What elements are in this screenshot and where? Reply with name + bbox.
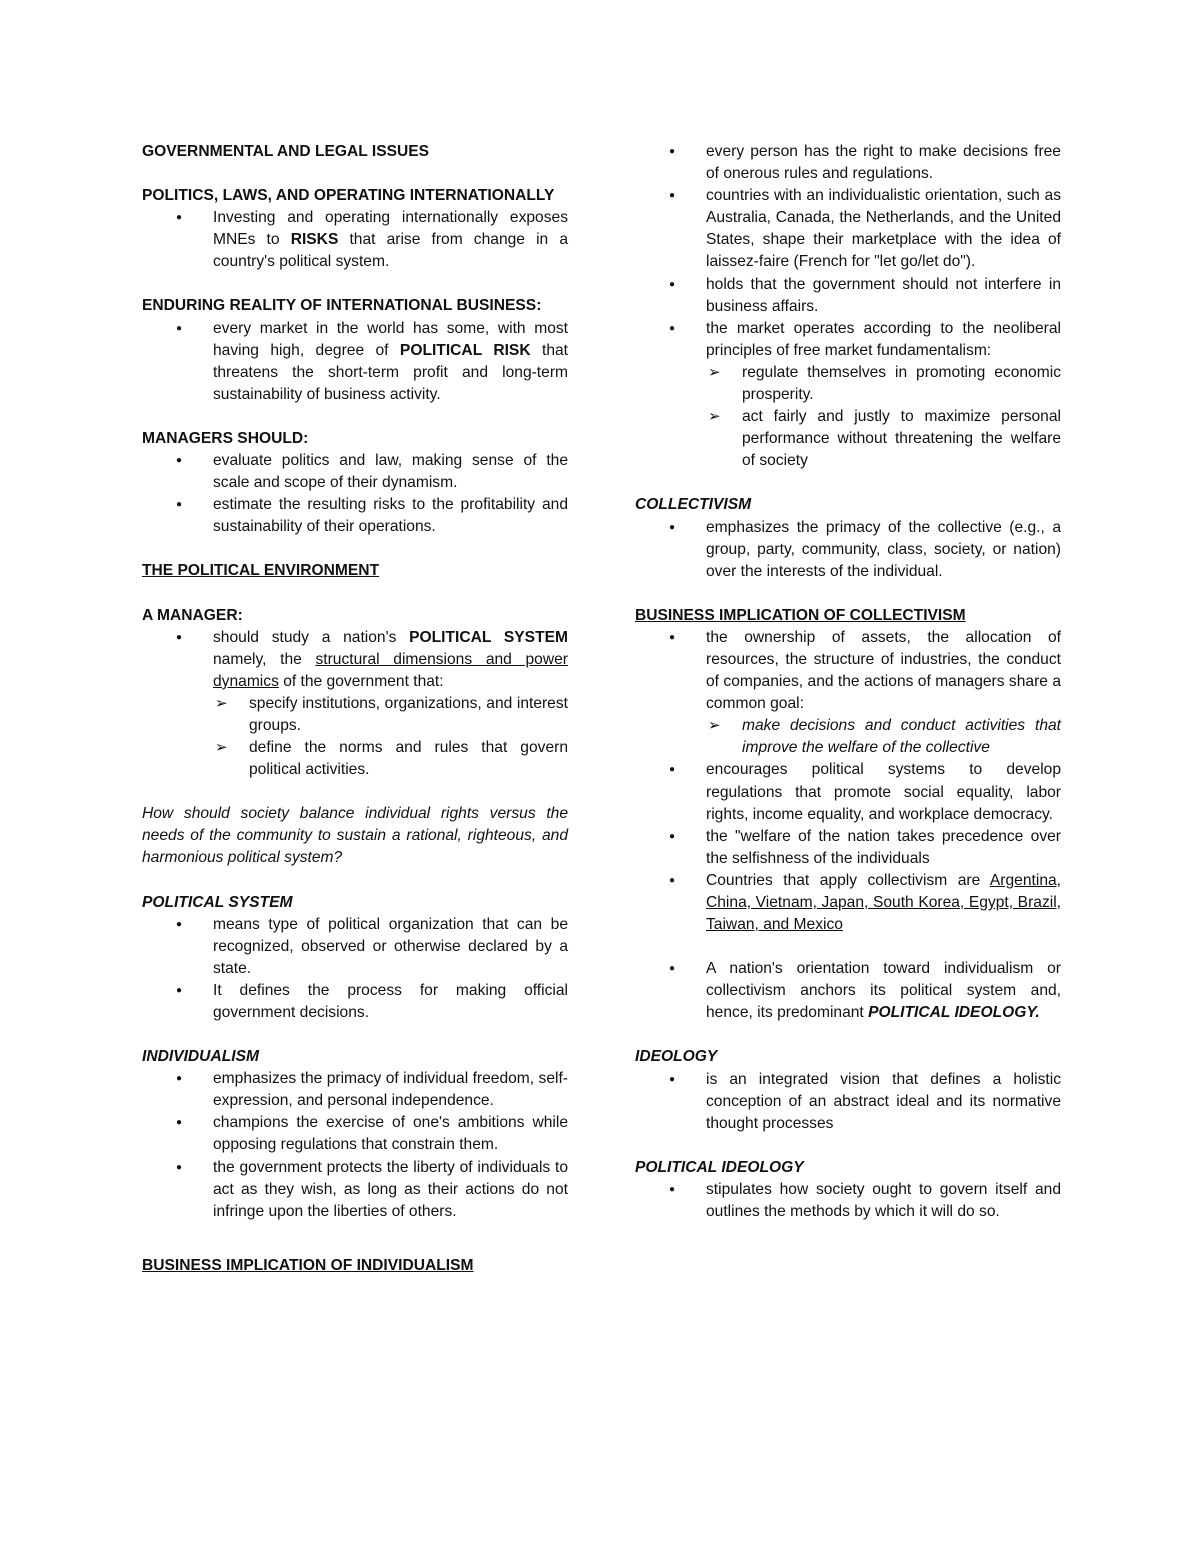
list-item: ● stipulates how society ought to govern itself and outlines the methods by which it will do so. <box>706 1179 1061 1223</box>
list-item: ➢ define the norms and rules that govern political activities. <box>249 737 568 781</box>
business-implication-collectivism-heading: BUSINESS IMPLICATION OF COLLECTIVISM <box>635 606 966 624</box>
list-item: ● the government protects the liberty of individuals to act as they wish, as long as their actions do not infringe upon the liberties of others. <box>213 1157 568 1223</box>
left-column <box>142 141 568 1277</box>
political-system-list <box>142 914 568 1024</box>
orientation-list <box>635 958 1061 1024</box>
political-system-heading: POLITICAL SYSTEM <box>142 893 293 911</box>
political-ideology-list <box>635 1179 1061 1223</box>
list-item: ● every person has the right to make decisions free of onerous rules and regulations. <box>706 141 1061 185</box>
business-collectivism-list <box>635 627 1061 936</box>
question-text: How should society balance individual rights versus the needs of the community to sustain a rational, righteous, and harmonious political system? <box>142 805 568 867</box>
list-item: ● the ownership of assets, the allocation of resources, the structure of industries, the conduct of companies, and the actions of managers share a common goal: ➢ make decisions and conduct activities that improve the welfare of the collective <box>706 627 1061 760</box>
list-item: ● encourages political systems to develop regulations that promote social equality, labor rights, income equality, and workplace democracy. <box>706 759 1061 825</box>
political-ideology-heading: POLITICAL IDEOLOGY <box>635 1158 804 1176</box>
list-item: ● holds that the government should not interfere in business affairs. <box>706 274 1061 318</box>
individualism-list <box>142 1068 568 1223</box>
list-item: ➢ make decisions and conduct activities that improve the welfare of the collective <box>742 715 1061 759</box>
list-item: ➢ act fairly and justly to maximize personal performance without threatening the welfare of society <box>742 406 1061 472</box>
enduring-heading: ENDURING REALITY OF INTERNATIONAL BUSINESS: <box>142 297 542 315</box>
collectivism-list <box>635 517 1061 583</box>
right-column <box>635 141 1061 1223</box>
managers-list <box>142 450 568 538</box>
political-environment-heading: THE POLITICAL ENVIRONMENT <box>142 562 380 580</box>
list-item: ● the "welfare of the nation takes precedence over the selfishness of the individuals <box>706 826 1061 870</box>
politics-heading: POLITICS, LAWS, AND OPERATING INTERNATIONALLY <box>142 187 555 205</box>
list-item: ● emphasizes the primacy of the collective (e.g., a group, party, community, class, society, or nation) over the interests of the individual. <box>706 517 1061 583</box>
list-item: ● evaluate politics and law, making sense of the scale and scope of their dynamism. <box>213 450 568 494</box>
list-item: ➢ regulate themselves in promoting economic prosperity. <box>742 362 1061 406</box>
list-item: ● countries with an individualistic orientation, such as Australia, Canada, the Netherlands, and the United States, shape their marketplace with the idea of laissez-faire (French for "let go/let do"). <box>706 185 1061 273</box>
list-item: ● estimate the resulting risks to the profitability and sustainability of their operations. <box>213 494 568 538</box>
managers-heading: MANAGERS SHOULD: <box>142 429 309 447</box>
list-item: ● every market in the world has some, with most having high, degree of POLITICAL RISK that threatens the short-term profit and long-term sustainability of business activity. <box>213 318 568 406</box>
list-item: ● should study a nation's POLITICAL SYSTEM namely, the structural dimensions and power dynamics of the government that: ➢ specify institutions, organizations, and interest groups. ➢ define the norms and rules that govern political activities. <box>213 627 568 782</box>
list-item: ● emphasizes the primacy of individual freedom, self-expression, and personal independence. <box>213 1068 568 1112</box>
individualism-heading: INDIVIDUALISM <box>142 1048 259 1066</box>
list-item: ● Countries that apply collectivism are Argentina, China, Vietnam, Japan, South Korea, Egypt, Brazil, Taiwan, and Mexico <box>706 870 1061 936</box>
list-item: ● means type of political organization that can be recognized, observed or otherwise declared by a state. <box>213 914 568 980</box>
list-item: ● champions the exercise of one's ambitions while opposing regulations that constrain them. <box>213 1112 568 1156</box>
list-item: ● is an integrated vision that defines a holistic conception of an abstract ideal and its normative thought processes <box>706 1069 1061 1135</box>
list-item: ● A nation's orientation toward individualism or collectivism anchors its political system and, hence, its predominant POLITICAL IDEOLOGY. <box>706 958 1061 1024</box>
business-implication-individualism-heading: BUSINESS IMPLICATION OF INDIVIDUALISM <box>142 1256 474 1274</box>
collective-sublist <box>706 715 1061 759</box>
document-title: GOVERNMENTAL AND LEGAL ISSUES <box>142 143 430 160</box>
list-item: ● the market operates according to the neoliberal principles of free market fundamentalism: ➢ regulate themselves in promoting economic prosperity. ➢ act fairly and justly to maximize personal performance without threatening the welfare of society <box>706 318 1061 473</box>
ideology-heading: IDEOLOGY <box>635 1048 718 1066</box>
list-item: ● It defines the process for making official government decisions. <box>213 980 568 1024</box>
list-item: ➢ specify institutions, organizations, and interest groups. <box>249 693 568 737</box>
manager-sublist <box>213 693 568 781</box>
individualism-continued-list <box>635 141 1061 472</box>
manager-list <box>142 627 568 782</box>
market-sublist <box>706 362 1061 472</box>
list-item: ● Investing and operating internationally exposes MNEs to RISKS that arise from change in a country's political system. <box>213 207 568 273</box>
politics-list <box>142 207 568 273</box>
ideology-list <box>635 1069 1061 1135</box>
a-manager-heading: A MANAGER: <box>142 606 243 624</box>
collectivism-heading: COLLECTIVISM <box>635 496 752 514</box>
enduring-list <box>142 318 568 406</box>
